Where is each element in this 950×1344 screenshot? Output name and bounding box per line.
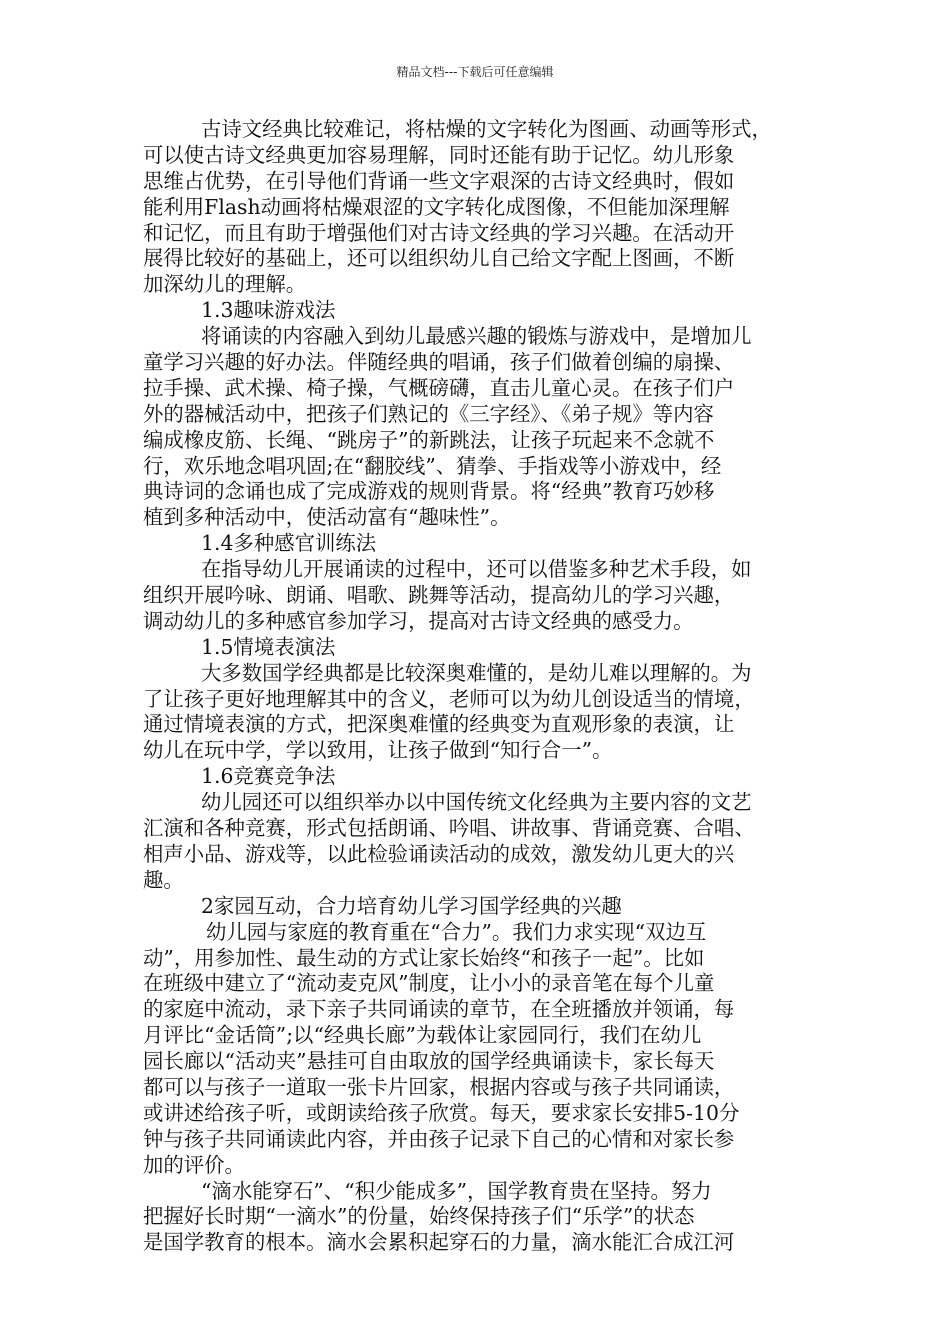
paragraph-line: 月评比“金话筒”;以“经典长廊”为载体让家园同行，我们在幼儿	[143, 1023, 702, 1048]
paragraph-line: 编成橡皮筋、长绳、“跳房子”的新跳法，让孩子玩起来不念就不	[143, 427, 715, 452]
paragraph-line: 是国学教育的根本。滴水会累积起穿石的力量，滴水能汇合成江河	[143, 1230, 735, 1255]
paragraph-line: 通过情境表演的方式，把深奥难懂的经典变为直观形象的表演，让	[143, 712, 735, 737]
section-heading: 1.3趣味游戏法	[201, 298, 336, 323]
paragraph-line: 的家庭中流动，录下亲子共同诵读的章节，在全班播放并领诵，每	[143, 997, 735, 1022]
paragraph-line: 可以使古诗文经典更加容易理解，同时还能有助于记忆。幼儿形象	[143, 142, 735, 167]
paragraph-line: 调动幼儿的多种感官参加学习，提高对古诗文经典的感受力。	[143, 608, 694, 633]
paragraph-line: 在指导幼儿开展诵读的过程中，还可以借鉴多种艺术手段，如	[201, 557, 752, 582]
paragraph-line: 古诗文经典比较难记，将枯燥的文字转化为图画、动画等形式，	[201, 117, 772, 141]
paragraph-line: 幼儿园还可以组织举办以中国传统文化经典为主要内容的文艺	[201, 790, 752, 815]
paragraph-line: 或讲述给孩子听，或朗读给孩子欣赏。每天，要求家长安排5-10分	[143, 1100, 740, 1125]
paragraph-line: 园长廊以“活动夹”悬挂可自由取放的国学经典诵读卡，家长每天	[143, 1049, 715, 1074]
document-body	[143, 117, 806, 1256]
paragraph-line: 组织开展吟咏、朗诵、唱歌、跳舞等活动，提高幼儿的学习兴趣，	[143, 583, 735, 608]
paragraph-line: 汇演和各种竞赛，形式包括朗诵、吟唱、讲故事、背诵竞赛、合唱、	[143, 816, 755, 841]
section-heading: 1.5情境表演法	[201, 634, 336, 659]
paragraph-line: 幼儿在玩中学，学以致用，让孩子做到“知行合一”。	[143, 738, 613, 763]
paragraph-line: 童学习兴趣的好办法。伴随经典的唱诵，孩子们做着创编的扇操、	[143, 350, 735, 375]
paragraph-line: 把握好长时期“一滴水”的份量，始终保持孩子们“乐学”的状态	[143, 1204, 695, 1229]
paragraph-line: 将诵读的内容融入到幼儿最感兴趣的锻炼与游戏中，是增加儿	[201, 324, 752, 349]
paragraph-line: 了让孩子更好地理解其中的含义，老师可以为幼儿创设适当的情境，	[143, 686, 755, 711]
paragraph-line: 动”，用参加性、最生动的方式让家长始终“和孩子一起”。比如	[143, 945, 705, 970]
paragraph-line: 都可以与孩子一道取一张卡片回家，根据内容或与孩子共同诵读，	[143, 1074, 735, 1099]
paragraph-line: 在班级中建立了“流动麦克风”制度，让小小的录音笔在每个儿童	[143, 971, 715, 996]
paragraph-line: “滴水能穿石”、“积少能成多”，国学教育贵在坚持。努力	[201, 1178, 712, 1203]
paragraph-line: 展得比较好的基础上，还可以组织幼儿自己给文字配上图画，不断	[143, 246, 735, 271]
paragraph-line: 行，欢乐地念唱巩固;在“翻胶线”、猜拳、手指戏等小游戏中，经	[143, 453, 722, 478]
paragraph-line: 典诗词的念诵也成了完成游戏的规则背景。将“经典”教育巧妙移	[143, 479, 715, 504]
section-heading: 1.6竞赛竞争法	[201, 764, 336, 789]
paragraph-line: 和记忆，而且有助于增强他们对古诗文经典的学习兴趣。在活动开	[143, 220, 735, 245]
section-heading: 1.4多种感官训练法	[201, 531, 377, 556]
paragraph-line: 加深幼儿的理解。	[143, 272, 307, 297]
paragraph-line: 趣。	[143, 867, 184, 892]
paragraph-line: 加的评价。	[143, 1152, 245, 1177]
paragraph-line: 能利用Flash动画将枯燥艰涩的文字转化成图像，不但能加深理解	[143, 194, 730, 219]
paragraph-line: 幼儿园与家庭的教育重在“合力”。我们力求实现“双边互	[206, 919, 707, 944]
paragraph-line: 植到多种活动中，使活动富有“趣味性”。	[143, 505, 511, 530]
paragraph-line: 拉手操、武术操、椅子操，气概磅礴，直击儿童心灵。在孩子们户	[143, 375, 735, 400]
paragraph-line: 相声小品、游戏等，以此检验诵读活动的成效，激发幼儿更大的兴	[143, 841, 735, 866]
paragraph-line: 大多数国学经典都是比较深奥难懂的，是幼儿难以理解的。为	[201, 660, 752, 685]
section-heading: 2家园互动，合力培育幼儿学习国学经典的兴趣	[201, 893, 622, 918]
paragraph-line: 钟与孩子共同诵读此内容，并由孩子记录下自己的心情和对家长参	[143, 1126, 735, 1151]
paragraph-line: 思维占优势，在引导他们背诵一些文字艰深的古诗文经典时，假如	[143, 168, 735, 193]
paragraph-line: 外的器械活动中，把孩子们熟记的《三字经》、《弟子规》等内容	[143, 401, 714, 426]
page-header: 精品文档---下载后可任意编辑	[396, 65, 554, 79]
